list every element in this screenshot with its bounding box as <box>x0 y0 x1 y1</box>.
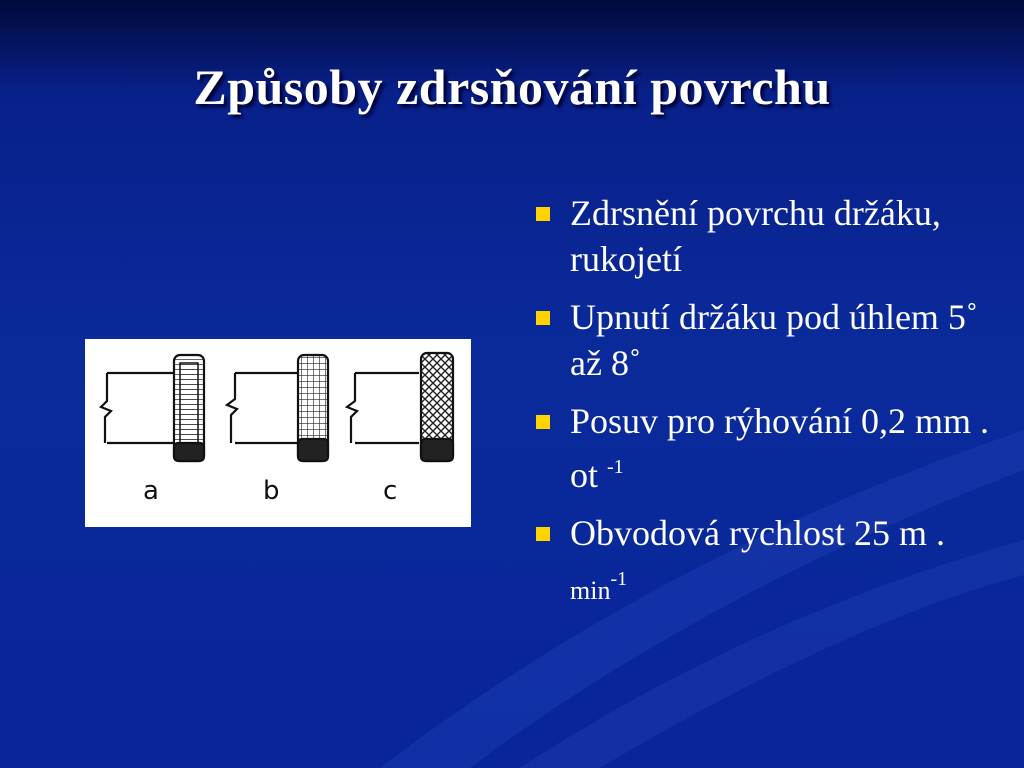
bullet-text: Obvodová rychlost 25 m . <box>570 513 945 553</box>
figure-label-b: b <box>263 476 280 506</box>
bullet-unit: min <box>570 576 611 605</box>
bullet-item <box>534 190 994 282</box>
bullet-text: Zdrsnění povrchu držáku, rukojetí <box>570 193 941 279</box>
bullet-list <box>534 190 994 626</box>
square-bullet-icon <box>536 311 550 325</box>
bullet-superscript: -1 <box>607 456 624 478</box>
figure-label-c: c <box>383 476 398 506</box>
slide-title: Způsoby zdrsňování povrchu <box>193 59 831 115</box>
bullet-item <box>534 294 994 386</box>
workpiece-b <box>227 355 328 461</box>
bullet-text: Posuv pro rýhování 0,2 mm . ot <box>570 401 989 495</box>
workpiece-a <box>101 355 204 461</box>
square-bullet-icon <box>536 207 550 221</box>
bullet-item <box>534 510 994 614</box>
workpiece-c <box>347 353 453 461</box>
square-bullet-icon <box>536 415 550 429</box>
square-bullet-icon <box>536 527 550 541</box>
figure-label-a: a <box>143 476 159 506</box>
bullet-text: Upnutí držáku pod úhlem 5˚ až 8˚ <box>570 297 978 383</box>
bullet-superscript: -1 <box>610 568 628 590</box>
bullet-item <box>534 398 994 498</box>
knurling-figure <box>85 339 471 527</box>
